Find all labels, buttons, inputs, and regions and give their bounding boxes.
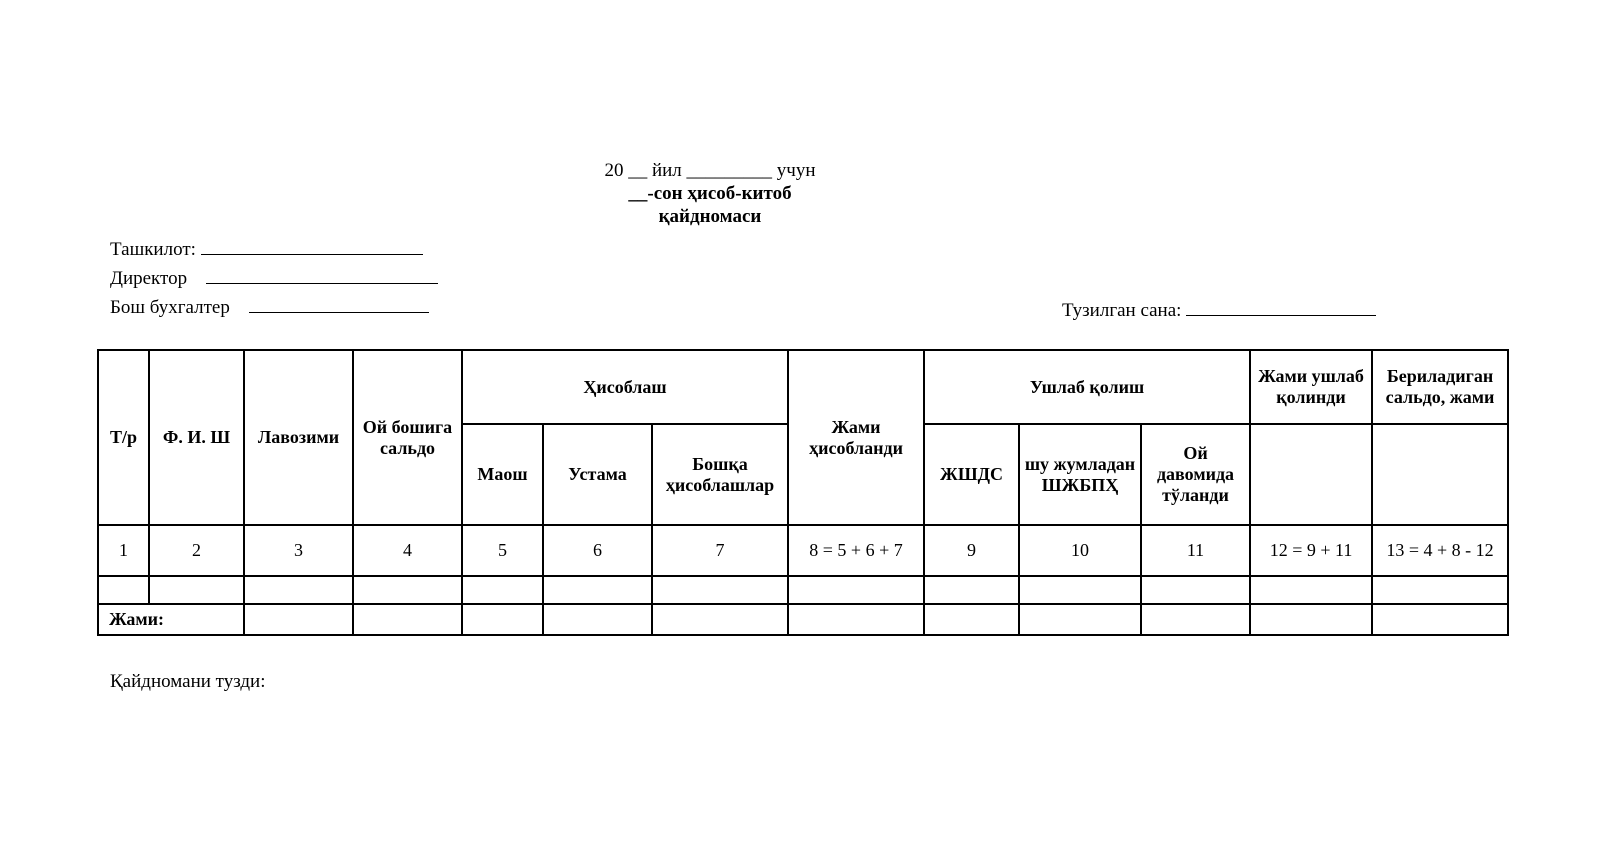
- column-number-cell: 3: [244, 525, 353, 576]
- data-cell[interactable]: [788, 576, 924, 604]
- total-cell[interactable]: [652, 604, 788, 635]
- data-cell[interactable]: [652, 576, 788, 604]
- total-cell[interactable]: [1141, 604, 1250, 635]
- header-accrual-group: Ҳисоблаш: [462, 350, 788, 424]
- total-label: Жами:: [98, 604, 244, 635]
- title-period-line: 20 __ йил _________ учун: [604, 160, 816, 181]
- column-number-cell: 4: [353, 525, 462, 576]
- header-blank-cell: [1250, 424, 1372, 525]
- data-cell[interactable]: [244, 576, 353, 604]
- data-cell[interactable]: [543, 576, 652, 604]
- column-number-cell: 7: [652, 525, 788, 576]
- chief-accountant-label: Бош бухгалтер: [110, 297, 230, 318]
- organization-row: [110, 238, 423, 262]
- column-number-cell: 5: [462, 525, 543, 576]
- column-number-cell: 11: [1141, 525, 1250, 576]
- data-cell[interactable]: [924, 576, 1019, 604]
- total-cell[interactable]: [1372, 604, 1508, 635]
- data-cell[interactable]: [462, 576, 543, 604]
- header-num: Т/р: [98, 350, 149, 525]
- title-number-line: __-сон ҳисоб-китоб: [628, 183, 792, 204]
- chief-accountant-row: [110, 296, 429, 320]
- header-paid-during-month: Ой давомида тўланди: [1141, 424, 1250, 525]
- column-number-cell: 10: [1019, 525, 1141, 576]
- compiled-by-label: Қайдномани тузди:: [110, 671, 266, 692]
- header-blank-cell: [1372, 424, 1508, 525]
- column-number-row: [98, 525, 1508, 576]
- header-opening-balance: Ой бошига сальдо: [353, 350, 462, 525]
- total-cell[interactable]: [244, 604, 353, 635]
- column-number-cell: 9: [924, 525, 1019, 576]
- director-row: [110, 267, 438, 291]
- header-bonus: Устама: [543, 424, 652, 525]
- header-position: Лавозими: [244, 350, 353, 525]
- column-number-cell: 13 = 4 + 8 - 12: [1372, 525, 1508, 576]
- total-cell[interactable]: [924, 604, 1019, 635]
- title-name-line: қайдномаси: [658, 206, 762, 227]
- data-cell[interactable]: [353, 576, 462, 604]
- director-label: Директор: [110, 268, 188, 289]
- chief-accountant-blank[interactable]: [249, 298, 429, 313]
- organization-label: Ташкилот:: [110, 239, 196, 260]
- column-number-cell: 12 = 9 + 11: [1250, 525, 1372, 576]
- header-balance-payable: Бериладиган сальдо, жами: [1372, 350, 1508, 424]
- director-blank[interactable]: [206, 269, 438, 284]
- total-cell[interactable]: [788, 604, 924, 635]
- header-salary: Маош: [462, 424, 543, 525]
- data-cell[interactable]: [98, 576, 149, 604]
- header-total-accrued: Жами ҳисобланди: [788, 350, 924, 525]
- total-cell[interactable]: [1019, 604, 1141, 635]
- header-withholding-group: Ушлаб қолиш: [924, 350, 1250, 424]
- total-cell[interactable]: [1250, 604, 1372, 635]
- header-other-accruals: Бошқа ҳисоблашлар: [652, 424, 788, 525]
- column-number-cell: 1: [98, 525, 149, 576]
- data-cell[interactable]: [1250, 576, 1372, 604]
- payroll-ledger-table: [97, 349, 1509, 636]
- organization-blank[interactable]: [201, 240, 423, 255]
- column-number-cell: 2: [149, 525, 244, 576]
- data-cell[interactable]: [1141, 576, 1250, 604]
- total-cell[interactable]: [353, 604, 462, 635]
- table-row: [98, 576, 1508, 604]
- header-incl-pension: шу жумладан ШЖБПҲ: [1019, 424, 1141, 525]
- date-blank[interactable]: [1186, 301, 1376, 316]
- total-cell[interactable]: [462, 604, 543, 635]
- date-row: [1062, 299, 1376, 323]
- header-fio: Ф. И. Ш: [149, 350, 244, 525]
- data-cell[interactable]: [149, 576, 244, 604]
- header-total-withheld: Жами ушлаб қолинди: [1250, 350, 1372, 424]
- header-income-tax: ЖШДС: [924, 424, 1019, 525]
- data-cell[interactable]: [1019, 576, 1141, 604]
- data-cell[interactable]: [1372, 576, 1508, 604]
- compiled-by-row: [110, 670, 266, 694]
- column-number-cell: 6: [543, 525, 652, 576]
- column-number-cell: 8 = 5 + 6 + 7: [788, 525, 924, 576]
- total-cell[interactable]: [543, 604, 652, 635]
- header-row-top: [98, 350, 1508, 424]
- date-label: Тузилган сана:: [1062, 300, 1182, 321]
- total-row: [98, 604, 1508, 635]
